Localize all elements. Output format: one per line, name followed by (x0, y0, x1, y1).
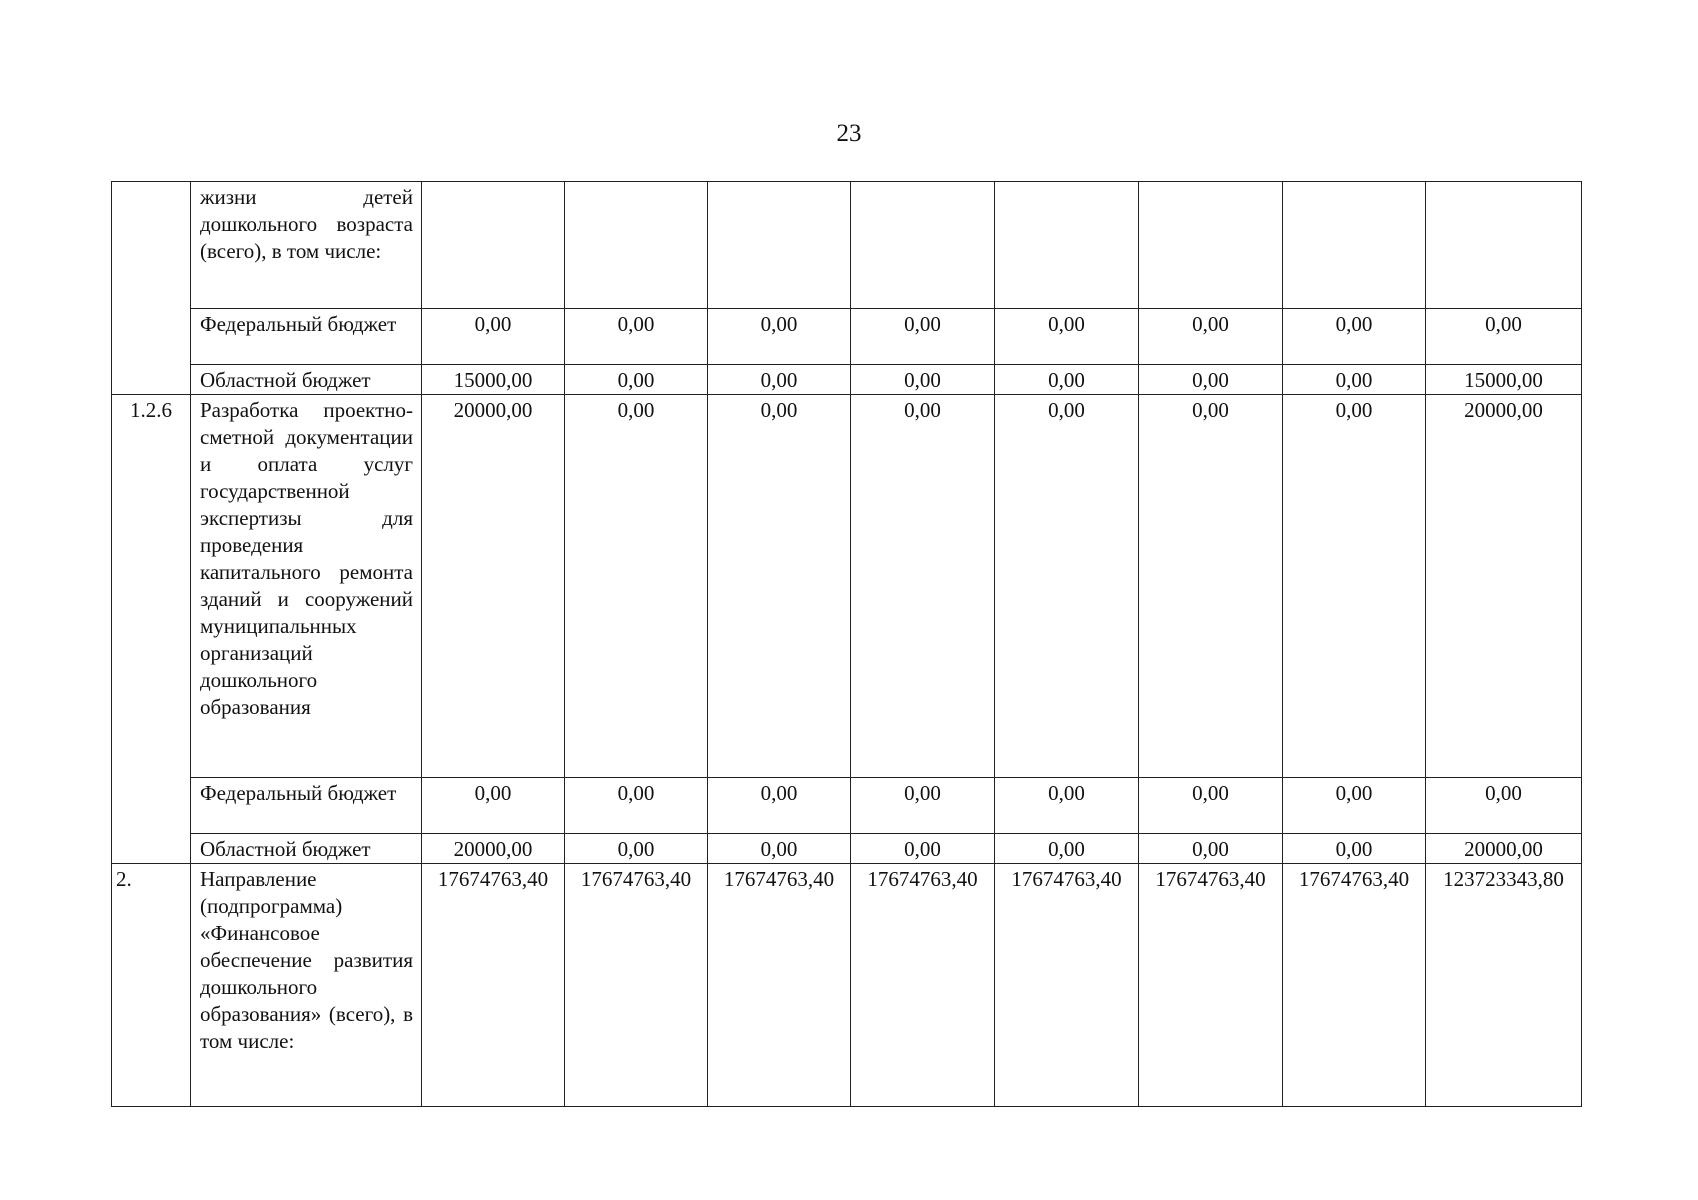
value-cell: 0,00 (708, 309, 851, 365)
value-cell: 0,00 (422, 778, 565, 834)
value-cell: 0,00 (708, 778, 851, 834)
value-cell: 17674763,40 (708, 864, 851, 1107)
row-code (112, 778, 191, 834)
value-cell (1283, 182, 1426, 309)
value-cell (851, 182, 995, 309)
value-cell: 20000,00 (1426, 834, 1582, 864)
value-cell: 0,00 (565, 309, 708, 365)
value-cell: 17674763,40 (995, 864, 1139, 1107)
value-cell: 0,00 (708, 395, 851, 778)
value-cell: 0,00 (995, 834, 1139, 864)
value-cell: 0,00 (1283, 309, 1426, 365)
value-cell: 0,00 (1283, 365, 1426, 395)
value-cell: 0,00 (995, 778, 1139, 834)
row-name: жизни детей дошкольного возраста (всего), в том числе: (191, 182, 422, 309)
value-cell: 0,00 (565, 834, 708, 864)
value-cell: 0,00 (1139, 834, 1283, 864)
value-cell (995, 182, 1139, 309)
value-cell: 0,00 (995, 365, 1139, 395)
table-row (112, 864, 1582, 1107)
value-cell: 0,00 (851, 778, 995, 834)
value-cell: 0,00 (995, 309, 1139, 365)
value-cell: 0,00 (1139, 309, 1283, 365)
value-cell: 20000,00 (422, 395, 565, 778)
value-cell: 17674763,40 (422, 864, 565, 1107)
value-cell: 20000,00 (1426, 395, 1582, 778)
value-cell: 0,00 (995, 395, 1139, 778)
value-cell: 17674763,40 (1283, 864, 1426, 1107)
row-name: Федеральный бюджет (191, 778, 422, 834)
value-cell: 0,00 (1283, 778, 1426, 834)
value-cell: 17674763,40 (565, 864, 708, 1107)
row-code (112, 834, 191, 864)
value-cell: 15000,00 (422, 365, 565, 395)
value-cell: 0,00 (565, 395, 708, 778)
value-cell: 0,00 (708, 365, 851, 395)
value-cell: 0,00 (851, 365, 995, 395)
table-row (112, 182, 1582, 309)
value-cell: 0,00 (1426, 309, 1582, 365)
table-row (112, 395, 1582, 778)
value-cell: 123723343,80 (1426, 864, 1582, 1107)
value-cell (565, 182, 708, 309)
value-cell: 20000,00 (422, 834, 565, 864)
table-row (112, 834, 1582, 864)
value-cell: 0,00 (1283, 395, 1426, 778)
value-cell (1426, 182, 1582, 309)
value-cell: 0,00 (565, 778, 708, 834)
value-cell: 0,00 (1139, 395, 1283, 778)
row-name: Направление (подпрограмма) «Финансовое обеспечение развития дошкольного образования» (всего), в том числе: (191, 864, 422, 1107)
value-cell: 0,00 (422, 309, 565, 365)
page-number: 23 (836, 120, 862, 147)
value-cell: 0,00 (1283, 834, 1426, 864)
table-row (112, 778, 1582, 834)
value-cell: 17674763,40 (851, 864, 995, 1107)
value-cell: 17674763,40 (1139, 864, 1283, 1107)
row-code (112, 182, 191, 309)
row-name: Областной бюджет (191, 365, 422, 395)
row-name: Федеральный бюджет (191, 309, 422, 365)
row-code (112, 365, 191, 395)
value-cell (422, 182, 565, 309)
table-row (112, 309, 1582, 365)
row-name: Областной бюджет (191, 834, 422, 864)
value-cell: 0,00 (851, 395, 995, 778)
row-code (112, 309, 191, 365)
value-cell (1139, 182, 1283, 309)
row-code: 2. (112, 864, 191, 1107)
value-cell: 0,00 (1139, 778, 1283, 834)
value-cell: 0,00 (1139, 365, 1283, 395)
value-cell (708, 182, 851, 309)
table-row (112, 365, 1582, 395)
budget-table (111, 181, 1582, 1107)
value-cell: 0,00 (851, 834, 995, 864)
row-name: Разработка проектно-сметной документации и оплата услуг государственной экспертизы для проведения капитального ремонта зданий и сооружений муниципальнных организаций дошкольного образования (191, 395, 422, 778)
value-cell: 0,00 (1426, 778, 1582, 834)
value-cell: 0,00 (708, 834, 851, 864)
value-cell: 0,00 (565, 365, 708, 395)
value-cell: 15000,00 (1426, 365, 1582, 395)
row-code: 1.2.6 (112, 395, 191, 778)
value-cell: 0,00 (851, 309, 995, 365)
